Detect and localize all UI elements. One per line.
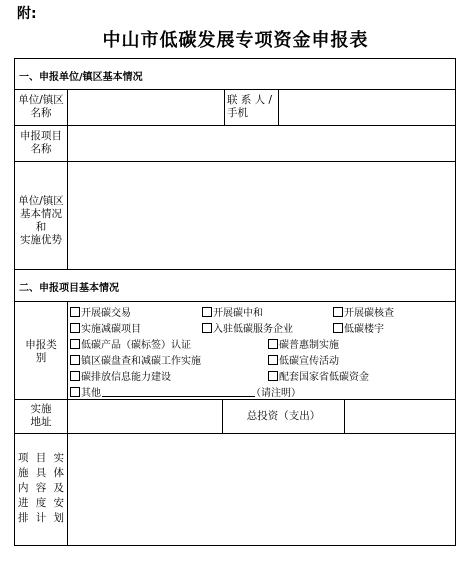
- checkbox[interactable]: [268, 355, 278, 365]
- checkbox[interactable]: [70, 307, 80, 317]
- option-carbon-trading[interactable]: 开展碳交易: [70, 304, 131, 319]
- plan-label: 项 目 实 施 具 体 内 容 及 进 度 安 排计划: [18, 452, 64, 524]
- unit-name-field[interactable]: [68, 90, 224, 125]
- option-publicity[interactable]: 低碳宣传活动: [268, 352, 339, 367]
- attachment-label: 附:: [17, 6, 37, 22]
- section-2-heading: 二、申报项目基本情况: [19, 283, 119, 294]
- project-name-field[interactable]: [68, 126, 455, 161]
- option-carbon-neutral[interactable]: 开展碳中和: [202, 304, 263, 319]
- site-field[interactable]: [68, 400, 222, 433]
- other-underline[interactable]: [102, 396, 255, 397]
- plan-field[interactable]: [68, 434, 455, 545]
- checkbox[interactable]: [333, 307, 343, 317]
- investment-label: 总投资（支出）: [246, 410, 321, 422]
- unit-name-label: 单位/镇区 名称: [18, 94, 64, 119]
- checkbox[interactable]: [268, 339, 278, 349]
- checkbox[interactable]: [70, 339, 80, 349]
- category-label: 申报类 别: [25, 339, 57, 364]
- checkbox[interactable]: [202, 323, 212, 333]
- checkbox[interactable]: [268, 371, 278, 381]
- checkbox[interactable]: [70, 323, 80, 333]
- section-1-heading: 一、申报单位/镇区基本情况: [19, 72, 143, 83]
- option-emission-info-capacity[interactable]: 碳排放信息能力建设: [70, 368, 171, 383]
- basic-info-label: 单位/镇区 基本情况和 实施优势: [18, 195, 64, 246]
- other-note: （请注明）: [251, 388, 301, 399]
- option-carbon-verification[interactable]: 开展碳核查: [333, 304, 394, 319]
- option-town-carbon-inventory[interactable]: 镇区碳盘查和减碳工作实施: [70, 352, 201, 367]
- contact-field[interactable]: [279, 90, 455, 125]
- checkbox[interactable]: [202, 307, 212, 317]
- application-form-table: [14, 58, 456, 546]
- checkbox[interactable]: [70, 371, 80, 381]
- checkbox[interactable]: [70, 355, 80, 365]
- option-carbon-inclusion[interactable]: 碳普惠制实施: [268, 336, 339, 351]
- site-label: 实施 地址: [30, 403, 52, 428]
- option-carbon-reduction-project[interactable]: 实施减碳项目: [70, 320, 141, 335]
- option-low-carbon-service[interactable]: 入驻低碳服务企业: [202, 320, 293, 335]
- option-other[interactable]: 其他: [70, 384, 101, 399]
- basic-info-field[interactable]: [68, 162, 455, 269]
- project-name-label: 申报项目 名称: [20, 130, 62, 155]
- checkbox[interactable]: [333, 323, 343, 333]
- option-low-carbon-building[interactable]: 低碳楼宇: [333, 320, 384, 335]
- contact-label: 联 系 人 / 手机: [227, 94, 273, 119]
- form-title: 中山市低碳发展专项资金申报表: [102, 30, 369, 51]
- option-low-carbon-label[interactable]: 低碳产品（碳标签）认证: [70, 336, 191, 351]
- checkbox[interactable]: [70, 387, 80, 397]
- option-matching-funds[interactable]: 配套国家省低碳资金: [268, 368, 369, 383]
- investment-field[interactable]: [345, 400, 455, 433]
